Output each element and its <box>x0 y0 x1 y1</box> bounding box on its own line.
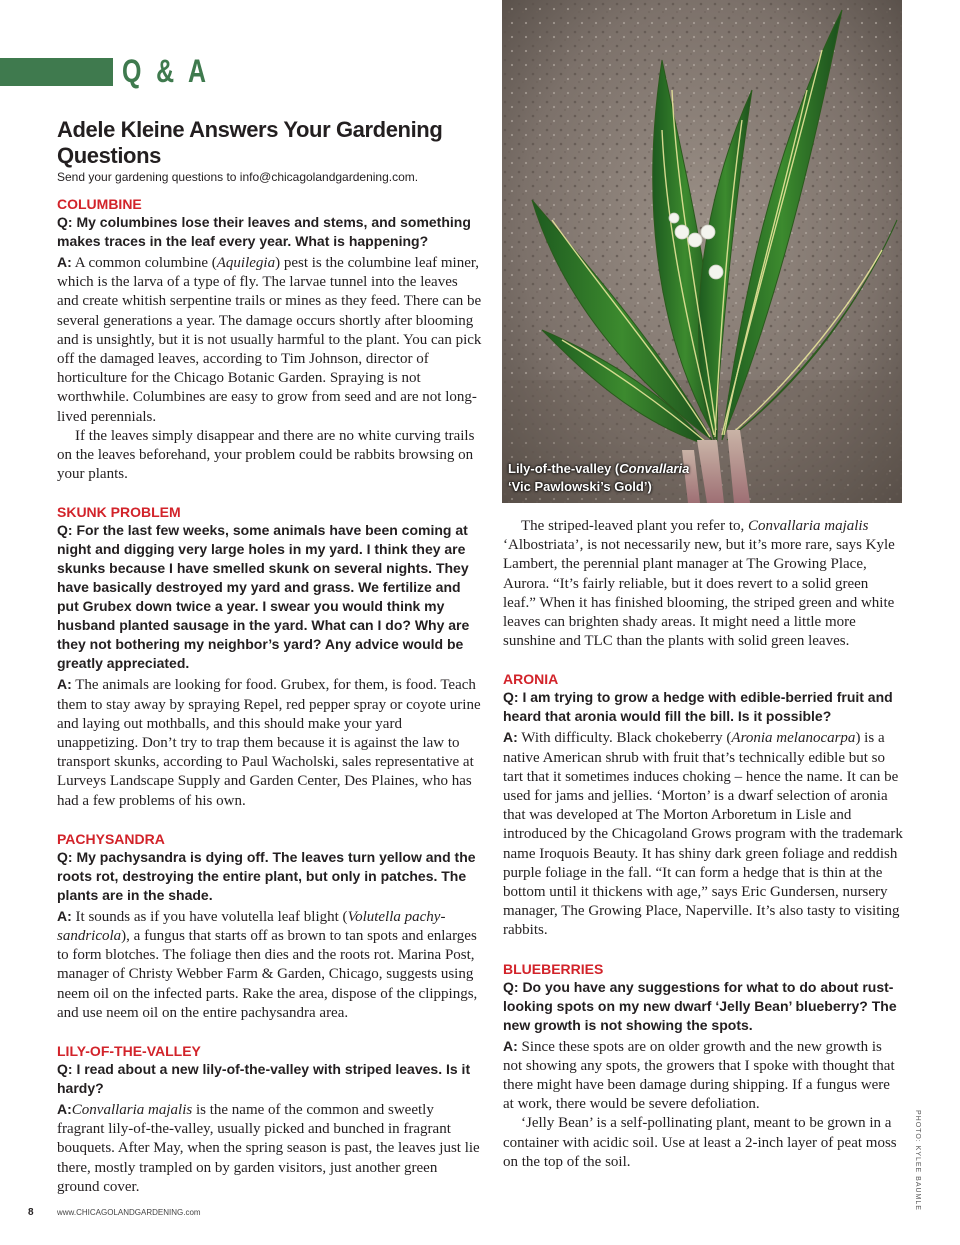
answer-text: A common columbine ( <box>71 255 217 271</box>
answer-italic: Convallaria majalis <box>748 518 869 534</box>
heading-skunk: SKUNK PROBLEM <box>57 504 181 521</box>
question-skunk: Q: For the last few weeks, some animals have been coming at night and digging very large holes in my yard. I think they are skunks because I have smelled skunk on several nights. They have basically destroyed my yard and grass. We fertilize and put Grubex down twice a year. I swear you would think my husband planted sausage in the yard. What can I do? Why are they not bothering my neighbor’s yard? Any advice would be greatly appreciated. <box>57 522 470 672</box>
answer-label: A: <box>503 729 518 746</box>
answer-text: The striped-leaved plant you refer to, <box>521 518 748 534</box>
answer-pachysandra <box>57 907 482 1023</box>
answer-blueberries <box>503 1037 903 1115</box>
answer-text: The animals are looking for food. Grubex, for them, is food. Teach them to stay away by spraying Repel, red pepper spray or coyote urine and laying out mothballs, and this should make your yard unappetizing. Don’t try to trap them because it is against the law to transport skunks, according to Paul Wacholski, sales representative at Lurveys Landscape Supply and Garden Center, Des Plaines, who has had a few problems of his own. <box>57 677 481 809</box>
caption-italic: Convallaria <box>619 461 690 476</box>
answer-text: Since these spots are on older growth and the new growth is not showing any spots, the growers that I spoke with thought that there might have been damage during shipping. If a fungus were at work, there would be severe defoliation. <box>503 1038 895 1113</box>
answer-lily-continued <box>503 517 903 651</box>
submission-note: Send your gardening questions to info@chicagolandgardening.com. <box>57 170 419 184</box>
question-lily: Q: I read about a new lily-of-the-valley with striped leaves. Is it hardy? <box>57 1061 471 1097</box>
caption-text-2: ‘Vic Pawlowski’s Gold’) <box>508 479 652 494</box>
answer-label: A: <box>57 676 72 693</box>
answer-columbine <box>57 253 482 427</box>
answer-text: ), a fungus that starts off as brown to tan spots and enlarges to form blotches. The foliage then dies and the roots rot. Marina Post, manager of Christy Webber Farm & Garden, Chicago, suggests using neem oil on the infected parts. Rake the area, dispose of the clippings, and use neem oil on the entire pachysandra area. <box>57 928 478 1021</box>
answer-text: With difficulty. Black chokeberry ( <box>517 730 732 747</box>
question-aronia: Q: I am trying to grow a hedge with edible-berried fruit and heard that aronia would fill the bill. Is it possible? <box>503 689 893 725</box>
answer-text: ) pest is the columbine leaf miner, which is the larva of a type of fly. The larvae tunnel into the leaves and create whitish serpentine trails or mines as they feed. There can be several generations a year. The damage occurs shortly after blooming and is unsightly, but it is not usually harmful to the plant. You can pick off the damaged leaves, according to Tim Johnson, director of horticulture for the Chicago Botanic Garden. Spraying is not worthwhile. Columbines are easy to grow from seed and are not long-lived perennials. <box>57 255 482 425</box>
page-title: Adele Kleine Answers Your Gardening Questions <box>57 117 443 168</box>
page-number: 8 <box>28 1207 34 1218</box>
answer-aronia <box>503 728 903 940</box>
caption-text: Lily-of-the-valley ( <box>508 461 620 476</box>
answer-skunk <box>57 675 482 810</box>
lily-of-the-valley-photo <box>502 0 902 503</box>
answer-text: ‘Albostriata’, is not necessarily new, but it’s more rare, says Kyle Lambert, the perennial plant manager at The Growing Place, Aurora. “It’s fairly reliable, but it does revert to a solid green leaf.” When it has finished blooming, the striped green and white leaves can brighten shady areas. It might need a little more sunshine and TLC than the plants with solid green leaves. <box>503 537 895 650</box>
heading-lily: LILY-OF-THE-VALLEY <box>57 1043 201 1060</box>
heading-aronia: ARONIA <box>503 671 559 688</box>
answer-label: A: <box>503 1037 518 1054</box>
answer-blueberries-2: ‘Jelly Bean’ is a self-pollinating plant, meant to be grown in a container with acidic soil. Use at least a 2-inch layer of peat moss on the top of the soil. <box>503 1115 897 1170</box>
answer-label: A: <box>57 907 72 924</box>
answer-italic: Aquilegia <box>216 255 276 271</box>
question-pachysandra: Q: My pachysandra is dying off. The leaves turn yellow and the roots rot, destroying the entire plant, but only in patches. The plants are in the shade. <box>57 848 476 903</box>
answer-italic: Volutella pachy-sandricola <box>57 908 446 945</box>
footer-url[interactable]: www.CHICAGOLANDGARDENING.com <box>57 1208 201 1217</box>
heading-columbine: COLUMBINE <box>57 196 142 212</box>
photo-caption <box>508 460 728 496</box>
answer-text: ) is a native American shrub with fruit that’s technically edible but so tart that it sometimes induces choking – hence the name. It can be used for jams and jellies. ‘Morton’ is a dwarf selection of aronia that was developed at The Morton Arboretum in Lisle and introduced by the Chicagoland Grows program with the trademark name Iroquois Beauty. It has shiny dark green foliage and reddish purple foliage in the fall. “It can form a hedge that is thin at the bottom until it thickens with age,” says Eric Gundersen, nursery manager, The Growing Place, Naperville. It’s also tasty to visiting rabbits. <box>503 730 903 939</box>
answer-italic: Convallaria majalis <box>71 1102 193 1119</box>
heading-pachysandra: PACHYSANDRA <box>57 830 165 847</box>
photo-credit: PHOTO: KYLEE BAUMLE <box>914 1110 921 1211</box>
question-blueberries: Q: Do you have any suggestions for what to do about rust-looking spots on my new dwarf ‘Jelly Bean’ blueberry? The new growth is not showing the spots. <box>503 978 897 1033</box>
answer-label: A: <box>57 1101 72 1118</box>
answer-italic: Aronia melanocarpa <box>731 730 856 747</box>
left-column <box>57 117 482 1197</box>
answer-lily <box>57 1100 482 1197</box>
question-columbine: Q: My columbines lose their leaves and stems, and something makes traces in the leaf every year. What is happening? <box>57 214 471 249</box>
header-accent-bar <box>0 58 113 86</box>
right-column <box>503 517 903 1172</box>
heading-blueberries: BLUEBERRIES <box>503 960 604 977</box>
answer-text: It sounds as if you have volutella leaf blight ( <box>71 908 348 925</box>
section-label: Q & A <box>122 53 210 89</box>
answer-columbine-2: If the leaves simply disappear and there are no white curving trails on the leaves beforehand, your problem could be rabbits browsing on your plants. <box>57 427 475 483</box>
answer-text: is the name of the common and sweetly fragrant lily-of-the-valley, usually picked and bunched in fragrant bouquets. After May, when the spring season is past, the leaves just lie there, mostly trampled on by garden visitors, just another green ground cover. <box>57 1102 480 1195</box>
answer-label: A: <box>57 254 72 270</box>
